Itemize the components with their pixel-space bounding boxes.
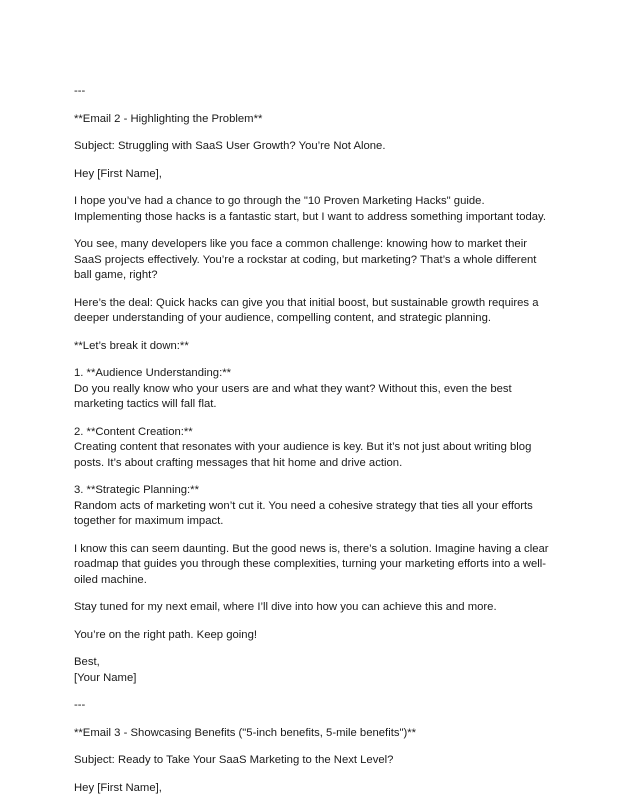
body-paragraph: Here’s the deal: Quick hacks can give you that initial boost, but sustainable growth requires a deeper understanding of your audience, compelling content, and strategic planning. xyxy=(74,296,539,324)
document-body xyxy=(74,84,554,808)
separator: --- xyxy=(74,85,86,97)
body-paragraph: I hope you’ve had a chance to go through the "10 Proven Marketing Hacks" guide. Implementing those hacks is a fantastic start, but I want to address something important today. xyxy=(74,195,546,223)
separator: --- xyxy=(74,699,86,711)
email-heading: **Email 2 - Highlighting the Problem** xyxy=(74,112,263,125)
body-paragraph: Stay tuned for my next email, where I’ll dive into how you can achieve this and more. xyxy=(74,601,497,613)
greeting: Hey [First Name], xyxy=(74,781,162,794)
signature: Best, [Your Name] xyxy=(74,656,137,684)
greeting: Hey [First Name], xyxy=(74,167,162,180)
list-item: 1. **Audience Understanding:** Do you really know who your users are and what they want? Without this, even the best marketing tactics will fall flat. xyxy=(74,367,512,410)
list-item: 3. **Strategic Planning:** Random acts of marketing won’t cut it. You need a cohesive strategy that ties all your efforts together for maximum impact. xyxy=(74,484,533,527)
body-paragraph: You see, many developers like you face a common challenge: knowing how to market their SaaS projects effectively. You’re a rockstar at coding, but marketing? That’s a whole different ball game, right? xyxy=(74,238,537,281)
email-subject: Subject: Ready to Take Your SaaS Marketing to the Next Level? xyxy=(74,754,394,766)
body-paragraph: You’re on the right path. Keep going! xyxy=(74,628,257,641)
email-subject: Subject: Struggling with SaaS User Growth? You’re Not Alone. xyxy=(74,140,386,152)
body-paragraph: I know this can seem daunting. But the good news is, there’s a solution. Imagine having a clear roadmap that guides you through these complexities, turning your marketing efforts into a well- oiled machine. xyxy=(74,542,549,586)
section-heading: **Let’s break it down:** xyxy=(74,339,189,352)
email-heading: **Email 3 - Showcasing Benefits ("5-inch benefits, 5-mile benefits")** xyxy=(74,726,417,739)
list-item: 2. **Content Creation:** Creating content that resonates with your audience is key. But it’s not just about writing blog posts. It’s about crafting messages that hit home and drive action. xyxy=(74,425,532,469)
